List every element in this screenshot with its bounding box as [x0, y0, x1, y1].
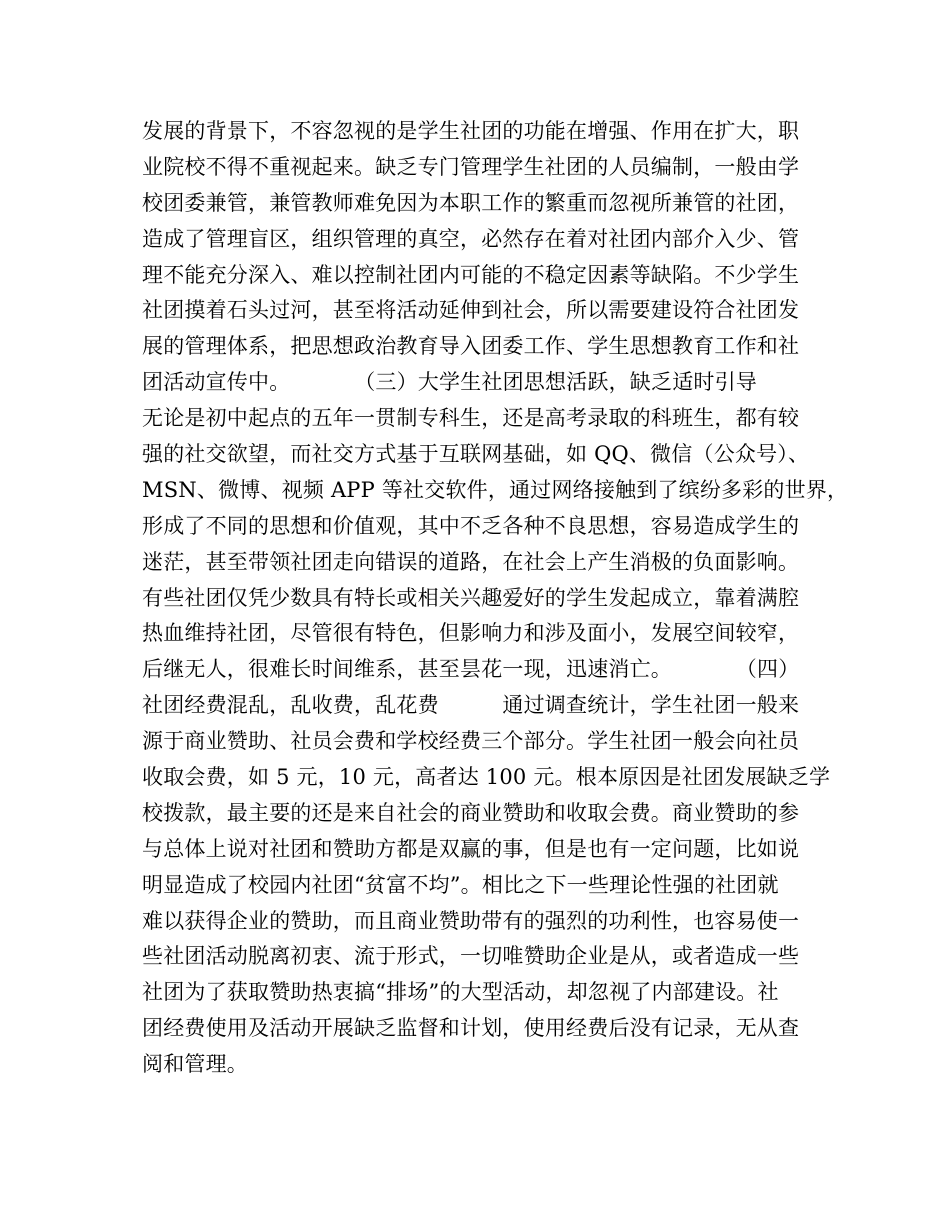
text-line: 业院校不得不重视起来。缺乏专门管理学生社团的人员编制，一般由学 [142, 154, 800, 179]
text-line: 热血维持社团，尽管很有特色，但影响力和涉及面小，发展空间较窄， [142, 621, 800, 646]
text-line: 团活动宣传中。 （三）大学生社团思想活跃，缺乏适时引导 [142, 370, 757, 395]
text-line: 源于商业赞助、社员会费和学校经费三个部分。学生社团一般会向社员 [142, 729, 800, 754]
text-line: 校团委兼管，兼管教师难免因为本职工作的繁重而忽视所兼管的社团， [142, 190, 800, 215]
body-text [142, 114, 849, 1083]
text-line: 展的管理体系，把思想政治教育导入团委工作、学生思想教育工作和社 [142, 334, 800, 359]
text-line: 有些社团仅凭少数具有特长或相关兴趣爱好的学生发起成立，靠着满腔 [142, 585, 800, 610]
text-line: 理不能充分深入、难以控制社团内可能的不稳定因素等缺陷。不少学生 [142, 262, 800, 287]
text-line: 后继无人，很难长时间维系，甚至昙花一现，迅速消亡。 （四） [142, 657, 800, 682]
text-line: 强的社交欲望，而社交方式基于互联网基础，如 QQ、微信（公众号）、 [142, 442, 810, 467]
text-line: 发展的背景下，不容忽视的是学生社团的功能在增强、作用在扩大，职 [142, 119, 800, 143]
text-line: 收取会费，如 5 元，10 元，高者达 100 元。根本原因是社团发展缺乏学 [142, 765, 831, 790]
text-line: 社团经费混乱，乱收费，乱花费 通过调查统计，学生社团一般来 [142, 693, 800, 718]
text-line: 明显造成了校园内社团“贫富不均”。相比之下一些理论性强的社团就 [142, 872, 779, 897]
text-line: 些社团活动脱离初衷、流于形式，一切唯赞助企业是从，或者造成一些 [142, 944, 800, 969]
text-line: 与总体上说对社团和赞助方都是双赢的事，但是也有一定问题，比如说 [142, 836, 800, 861]
text-line: MSN、微博、视频 APP 等社交软件，通过网络接触到了缤纷多彩的世界， [142, 477, 849, 502]
text-line: 迷茫，甚至带领社团走向错误的道路，在社会上产生消极的负面影响。 [142, 549, 800, 574]
text-line: 校拨款，最主要的还是来自社会的商业赞助和收取会费。商业赞助的参 [142, 800, 800, 825]
text-line: 形成了不同的思想和价值观，其中不乏各种不良思想，容易造成学生的 [142, 513, 800, 538]
text-line: 团经费使用及活动开展缺乏监督和计划，使用经费后没有记录，无从查 [142, 1016, 800, 1041]
text-line: 造成了管理盲区，组织管理的真空，必然存在着对社团内部介入少、管 [142, 226, 800, 251]
text-line: 无论是初中起点的五年一贯制专科生，还是高考录取的科班生，都有较 [142, 406, 800, 431]
text-line: 社团摸着石头过河，甚至将活动延伸到社会，所以需要建设符合社团发 [142, 298, 800, 323]
text-line: 社团为了获取赞助热衷搞“排场”的大型活动，却忽视了内部建设。社 [142, 980, 779, 1005]
text-line: 阅和管理。 [142, 1052, 248, 1077]
text-line: 难以获得企业的赞助，而且商业赞助带有的强烈的功利性，也容易使一 [142, 908, 800, 933]
